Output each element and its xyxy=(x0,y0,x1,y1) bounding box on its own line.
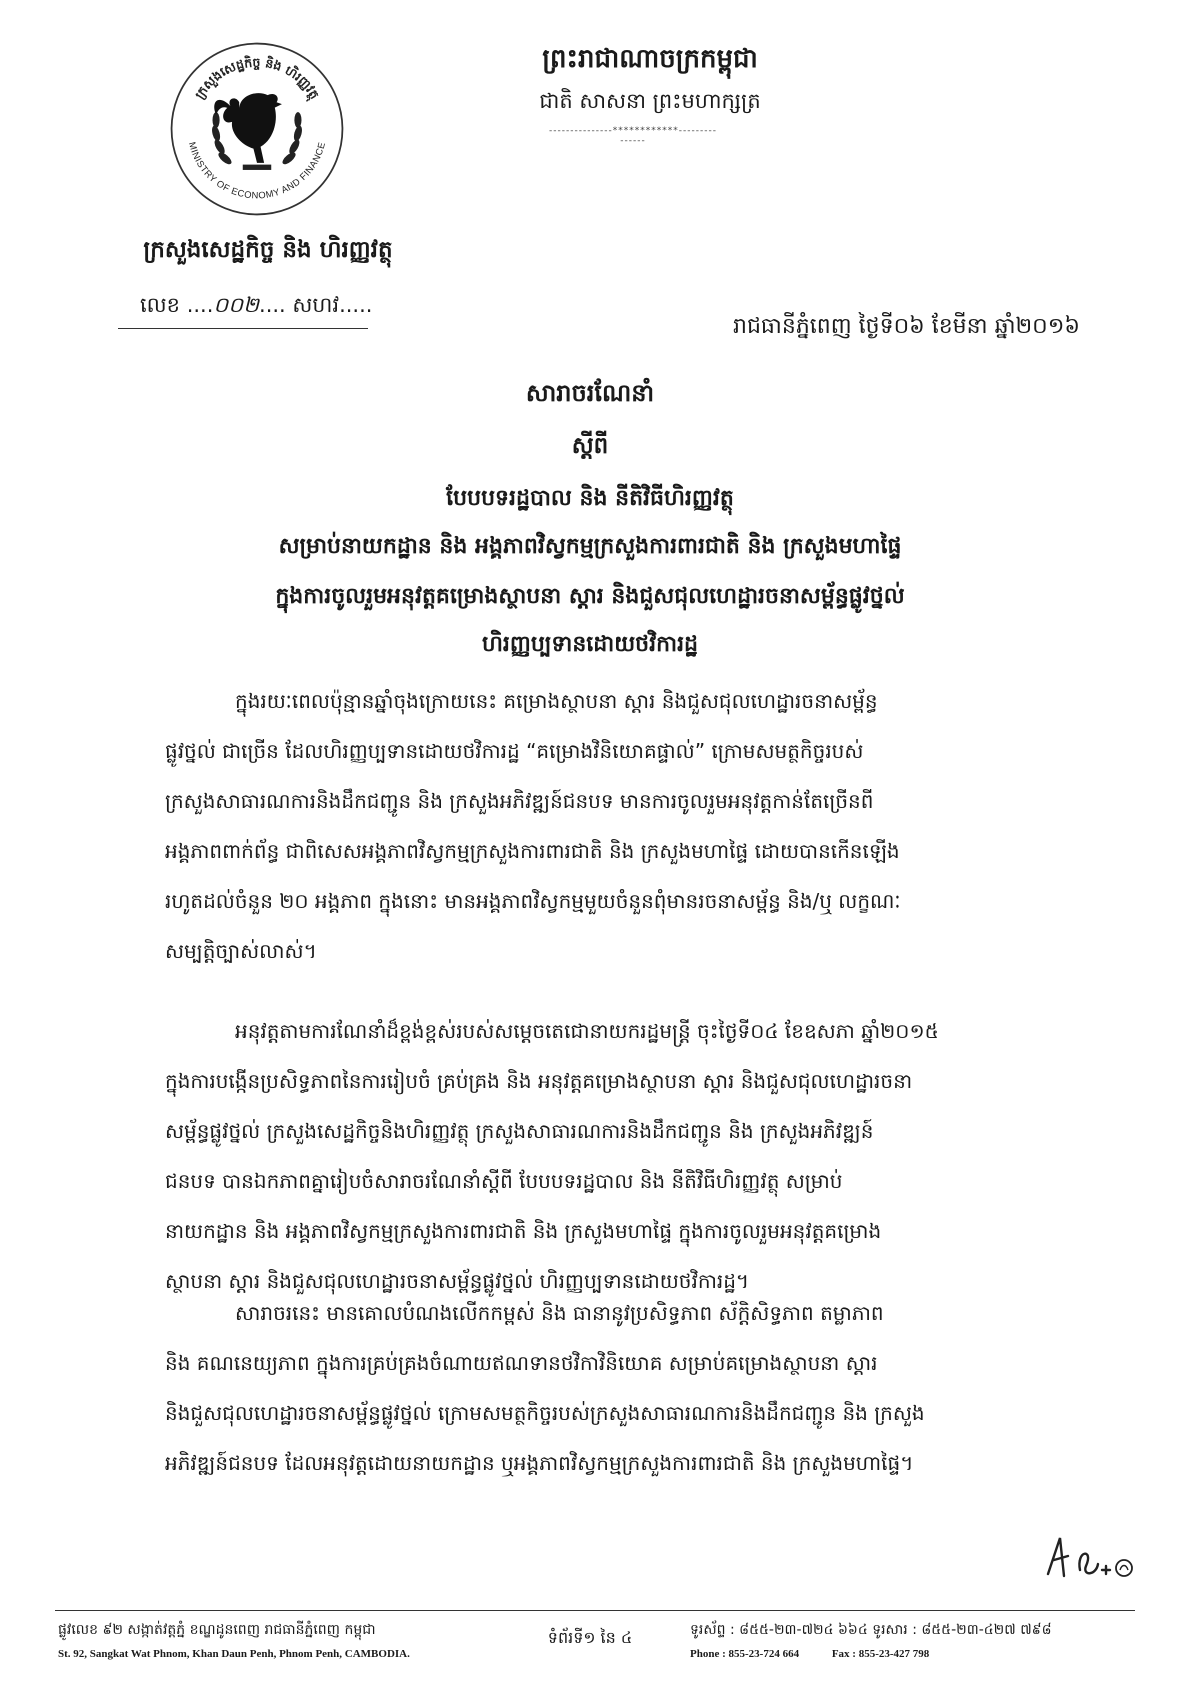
paragraph-line: សារាចរនេះ មានគោលបំណងលើកកម្ពស់ និង ធានានូវប្រសិទ្ធភាព ស័ក្តិសិទ្ធភាព តម្លាភាព xyxy=(235,1301,884,1325)
body-paragraph-1 xyxy=(165,676,1070,976)
paragraph-line: ស្ថាបនា ស្តារ និងជួសជុលហេដ្ឋារចនាសម្ព័ន្ធផ្លូវថ្នល់ ហិរញ្ញប្បទានដោយថវិការដ្ឋ។ xyxy=(165,1269,750,1293)
subject-line-4: ហិរញ្ញប្បទានដោយថវិការដ្ឋ xyxy=(481,632,699,657)
paragraph-line: និងជួសជុលហេដ្ឋារចនាសម្ព័ន្ធផ្លូវថ្នល់ ក្រោមសមត្ថកិច្ចរបស់ក្រសួងសាធារណការនិងដឹកជញ្ជូន និង ក្រសួង xyxy=(165,1401,925,1425)
footer-address-km: ផ្លូវលេខ ៩២ សង្កាត់វត្តភ្នំ ខណ្ឌដូនពេញ រាជធានីភ្នំពេញ កម្ពុជា xyxy=(58,1622,376,1638)
handwritten-initials xyxy=(1040,1530,1140,1590)
ministry-name: ក្រសួងសេដ្ឋកិច្ច និង ហិរញ្ញវត្ថុ xyxy=(143,237,393,263)
ref-suffix: សហវ xyxy=(292,293,340,317)
body-paragraph-3 xyxy=(165,1288,1070,1488)
national-motto: ជាតិ សាសនា ព្រះមហាក្សត្រ xyxy=(539,89,761,113)
paragraph-line: ក្រសួងសាធារណការនិងដឹកជញ្ជូន និង ក្រសួងអភិវឌ្ឍន៍ជនបទ មានការចូលរួមអនុវត្តកាន់តែច្រើនពី xyxy=(165,789,874,813)
footer-address-en: St. 92, Sangkat Wat Phnom, Khan Daun Penh, Phnom Penh, CAMBODIA. xyxy=(58,1648,410,1660)
ministry-seal xyxy=(168,40,346,218)
paragraph-line: ក្នុងរយៈពេលប៉ុន្មានឆ្នាំចុងក្រោយនេះ គម្រោងស្ថាបនា ស្តារ និងជួសជុលហេដ្ឋារចនាសម្ព័ន្ធ xyxy=(235,689,878,713)
body-paragraph-2 xyxy=(165,1006,1070,1306)
reference-underline xyxy=(118,328,368,329)
seal-text-km: ក្រសួងសេដ្ឋកិច្ច និង ហិរញ្ញវត្ថុ xyxy=(191,54,323,102)
footer-divider xyxy=(55,1610,1135,1611)
ref-prefix: លេខ xyxy=(140,293,180,317)
paragraph-line: អភិវឌ្ឍន៍ជនបទ ដែលអនុវត្តដោយនាយកដ្ឋាន ឬអង្គភាពវិស្វកម្មក្រសួងការពារជាតិ និង ក្រសួងមហាផ្ទៃ។ xyxy=(165,1451,914,1475)
paragraph-line: ផ្លូវថ្នល់ ជាច្រើន ដែលហិរញ្ញប្បទានដោយថវិការដ្ឋ “គម្រោងវិនិយោគផ្ទាល់” ក្រោមសមត្ថកិច្ចរបស់ xyxy=(165,739,864,763)
paragraph-line: អង្គភាពពាក់ព័ន្ធ ជាពិសេសអង្គភាពវិស្វកម្មក្រសួងការពារជាតិ និង ក្រសួងមហាផ្ទៃ ដោយបានកើនឡើង xyxy=(165,839,900,863)
paragraph-line: សម្បត្តិច្បាស់លាស់។ xyxy=(165,939,317,963)
paragraph-line: រហូតដល់ចំនួន ២០ អង្គភាព ក្នុងនោះ មានអង្គភាពវិស្វកម្មមួយចំនួនពុំមានរចនាសម្ព័ន្ធ និង/ឬ លក្ខណៈ xyxy=(165,889,901,913)
footer-contact-en xyxy=(690,1648,1110,1660)
paragraph-line: ក្នុងការបង្កើនប្រសិទ្ធភាពនៃការរៀបចំ គ្រប់គ្រង និង អនុវត្តគម្រោងស្ថាបនា ស្តារ និងជួសជុលហេដ្ឋារចនា xyxy=(165,1069,913,1093)
footer-phone: Phone : 855-23-724 664 xyxy=(690,1648,800,1660)
document-type-title: សារាចរណែនាំ xyxy=(525,379,655,407)
ref-number: ០០២ xyxy=(213,293,260,317)
date-line: រាជធានីភ្នំពេញ ថ្ងៃទី០៦ ខែមីនា ឆ្នាំ២០១៦ xyxy=(732,314,1080,339)
paragraph-line: និង គណនេយ្យភាព ក្នុងការគ្រប់គ្រងចំណាយឥណទានថវិកាវិនិយោគ សម្រាប់គម្រោងស្ថាបនា ស្តារ xyxy=(165,1351,878,1375)
paragraph-line: សម្ព័ន្ធផ្លូវថ្នល់ ក្រសួងសេដ្ឋកិច្ចនិងហិរញ្ញវត្ថុ ក្រសួងសាធារណការនិងដឹកជញ្ជូន និង ក្រសួងអភិវឌ្ឍន៍ xyxy=(165,1119,874,1143)
footer-contact-km: ទូរស័ព្ទ : ៨៥៥-២៣-៧២៤ ៦៦៤ ទូរសារ : ៨៥៥-២៣-៤២៧ ៧៩៨ xyxy=(690,1622,1052,1638)
page-number: ទំព័រទី១ នៃ ៤ xyxy=(547,1628,633,1647)
header-divider: ---------------************--------------- xyxy=(549,126,717,146)
subject-line-2: សម្រាប់នាយកដ្ឋាន និង អង្គភាពវិស្វកម្មក្រសួងការពារជាតិ និង ក្រសួងមហាផ្ទៃ xyxy=(278,534,902,559)
reference-number: លេខ ....០០២.... សហវ..... xyxy=(140,293,373,317)
footer-fax: Fax : 855-23-427 798 xyxy=(831,1648,930,1660)
paragraph-line: ជនបទ បានឯកភាពគ្នារៀបចំសារាចរណែនាំស្តីពី បែបបទរដ្ឋបាល និង នីតិវិធីហិរញ្ញវត្ថុ សម្រាប់ xyxy=(165,1169,843,1193)
subject-line-3: ក្នុងការចូលរួមអនុវត្តគម្រោងស្ថាបនា ស្តារ និងជួសជុលហេដ្ឋារចនាសម្ព័ន្ធផ្លូវថ្នល់ xyxy=(275,584,905,609)
subject-line-1: បែបបទរដ្ឋបាល និង នីតិវិធីហិរញ្ញវត្ថុ xyxy=(446,486,734,511)
kingdom-heading: ព្រះរាជាណាចក្រកម្ពុជា xyxy=(542,44,758,74)
seal-text-en: MINISTRY OF ECONOMY AND FINANCE xyxy=(186,140,328,201)
paragraph-line: អនុវត្តតាមការណែនាំដ៏ខ្ពង់ខ្ពស់របស់សម្តេចតេជោនាយករដ្ឋមន្ត្រី ចុះថ្ងៃទី០៤ ខែឧសភា ឆ្នាំ២០១៥ xyxy=(235,1019,939,1043)
about-label: ស្តីពី xyxy=(571,433,609,459)
paragraph-line: នាយកដ្ឋាន និង អង្គភាពវិស្វកម្មក្រសួងការពារជាតិ និង ក្រសួងមហាផ្ទៃ ក្នុងការចូលរួមអនុវត្តគម្រោង xyxy=(165,1219,882,1243)
